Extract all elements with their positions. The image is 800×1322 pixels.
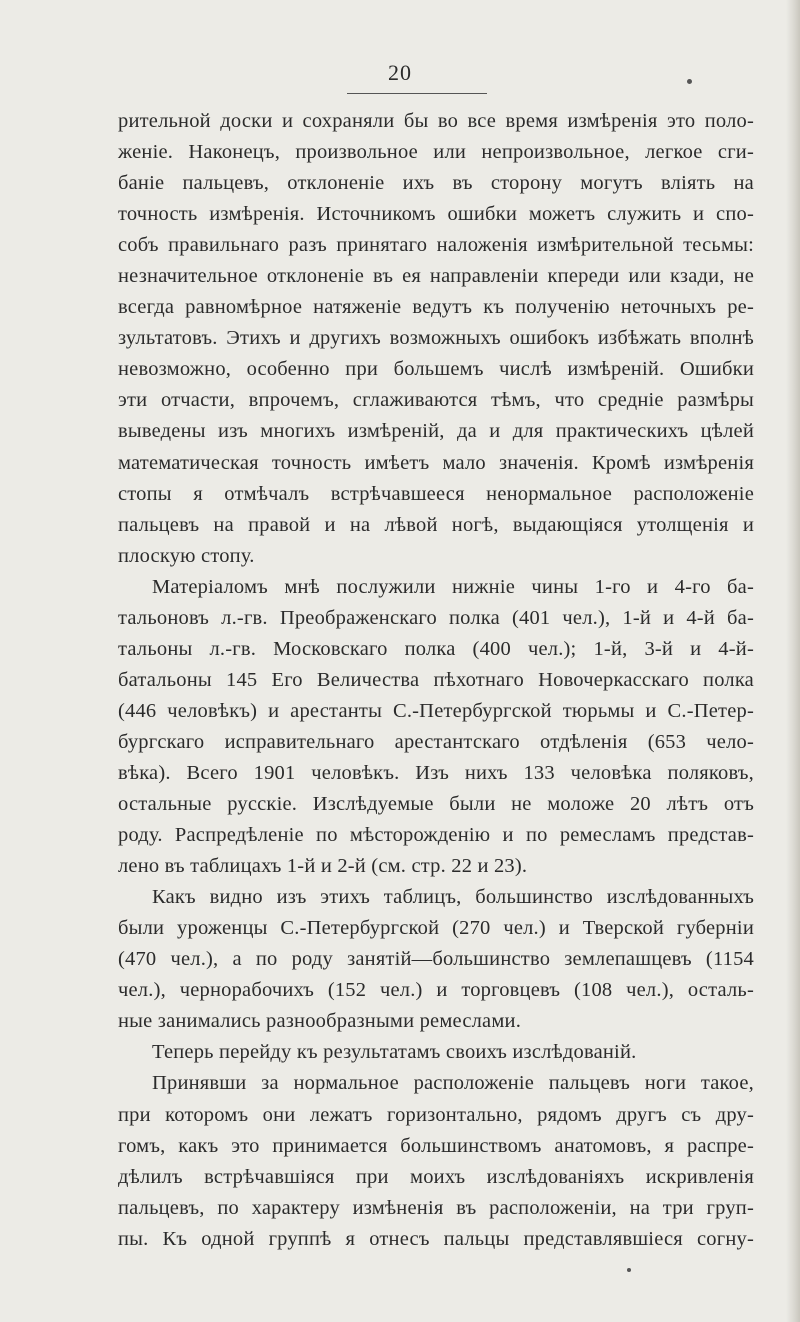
text-line: пальцевъ, по характеру измѣненія въ расположеніи, на три груп- — [118, 1196, 754, 1219]
page-number-rule — [347, 93, 487, 94]
text-line: женіе. Наконецъ, произвольное или непроизвольное, легкое сги- — [118, 141, 754, 164]
text-line: точность измѣренія. Источникомъ ошибки можетъ служить и спо- — [118, 203, 754, 226]
text-line: пы. Къ одной группѣ я отнесъ пальцы представлявшіеся согну- — [118, 1227, 754, 1250]
text-line: (446 человѣкъ) и арестанты С.-Петербургской тюрьмы и С.-Петер- — [118, 699, 754, 722]
text-line: пальцевъ на правой и на лѣвой ногѣ, выдающіяся утолщенія и — [118, 513, 754, 536]
text-line: тальоновъ л.-гв. Преображенскаго полка (401 чел.), 1-й и 4-й ба- — [118, 606, 754, 629]
body-text — [118, 106, 754, 1255]
text-line: при которомъ они лежатъ горизонтально, рядомъ другъ съ дру- — [118, 1103, 754, 1126]
text-line: ные занимались разнообразными ремеслами. — [118, 1010, 522, 1033]
text-line: бургскаго исправительнаго арестантскаго отдѣленія (653 чело- — [118, 730, 754, 753]
text-line: гомъ, какъ это принимается большинствомъ анатомовъ, я распре- — [118, 1134, 754, 1157]
page-edge-shadow — [786, 0, 800, 1322]
text-line: плоскую стопу. — [118, 544, 255, 567]
text-line: роду. Распредѣленіе по мѣсторожденію и по ремесламъ представ- — [118, 824, 754, 847]
text-line: Какъ видно изъ этихъ таблицъ, большинство изслѣдованныхъ — [152, 886, 754, 909]
text-line: остальные русскіе. Изслѣдуемые были не моложе 20 лѣтъ отъ — [118, 793, 754, 816]
page-number: 20 — [388, 60, 412, 85]
ink-speck — [627, 1268, 631, 1272]
text-line: вѣка). Всего 1901 человѣкъ. Изъ нихъ 133 человѣка поляковъ, — [118, 761, 754, 784]
text-line: дѣлилъ встрѣчавшіяся при моихъ изслѣдованіяхъ искривленія — [118, 1165, 754, 1188]
text-line: тальоны л.-гв. Московскаго полка (400 чел.); 1-й, 3-й и 4-й- — [118, 637, 754, 660]
text-line: рительной доски и сохраняли бы во все время измѣренія это поло- — [118, 110, 754, 132]
text-line: Матеріаломъ мнѣ послужили нижніе чины 1-го и 4-го ба- — [152, 575, 754, 598]
text-line: незначительное отклоненіе въ ея направленіи кпереди или кзади, не — [118, 265, 754, 288]
text-line: лено въ таблицахъ 1-й и 2-й (см. стр. 22 и 23). — [118, 855, 528, 878]
text-line: всегда равномѣрное натяженіе ведутъ къ полученію неточныхъ ре- — [118, 296, 754, 319]
text-line: математическая точность имѣетъ мало значенія. Кромѣ измѣренія — [118, 451, 754, 474]
text-line: батальоны 145 Его Величества пѣхотнаго Новочеркасскаго полка — [118, 668, 754, 691]
text-line: собъ правильнаго разъ принятаго наложенія измѣрительной тесьмы: — [118, 234, 754, 257]
text-line: (470 чел.), а по роду занятій—большинство землепашцевъ (1154 — [118, 948, 754, 971]
text-line: выведены изъ многихъ измѣреній, да и для практическихъ цѣлей — [118, 420, 754, 443]
text-line: невозможно, особенно при большемъ числѣ измѣреній. Ошибки — [118, 358, 754, 381]
text-line: баніе пальцевъ, отклоненіе ихъ въ сторону могутъ вліять на — [118, 172, 754, 195]
text-line: эти отчасти, впрочемъ, сглаживаются тѣмъ, что средніе размѣры — [118, 389, 754, 412]
text-line: чел.), чернорабочихъ (152 чел.) и торговцевъ (108 чел.), осталь- — [118, 979, 754, 1002]
text-line: Теперь перейду къ результатамъ своихъ изслѣдованій. — [152, 1041, 637, 1064]
text-line: Принявши за нормальное расположеніе пальцевъ ноги такое, — [152, 1072, 754, 1095]
text-line: стопы я отмѣчалъ встрѣчавшееся ненормальное расположеніе — [118, 482, 754, 505]
ink-speck — [687, 79, 692, 84]
text-line: зультатовъ. Этихъ и другихъ возможныхъ ошибокъ избѣжать вполнѣ — [118, 327, 754, 350]
text-line: были уроженцы С.-Петербургской (270 чел.) и Тверской губерніи — [118, 917, 754, 940]
